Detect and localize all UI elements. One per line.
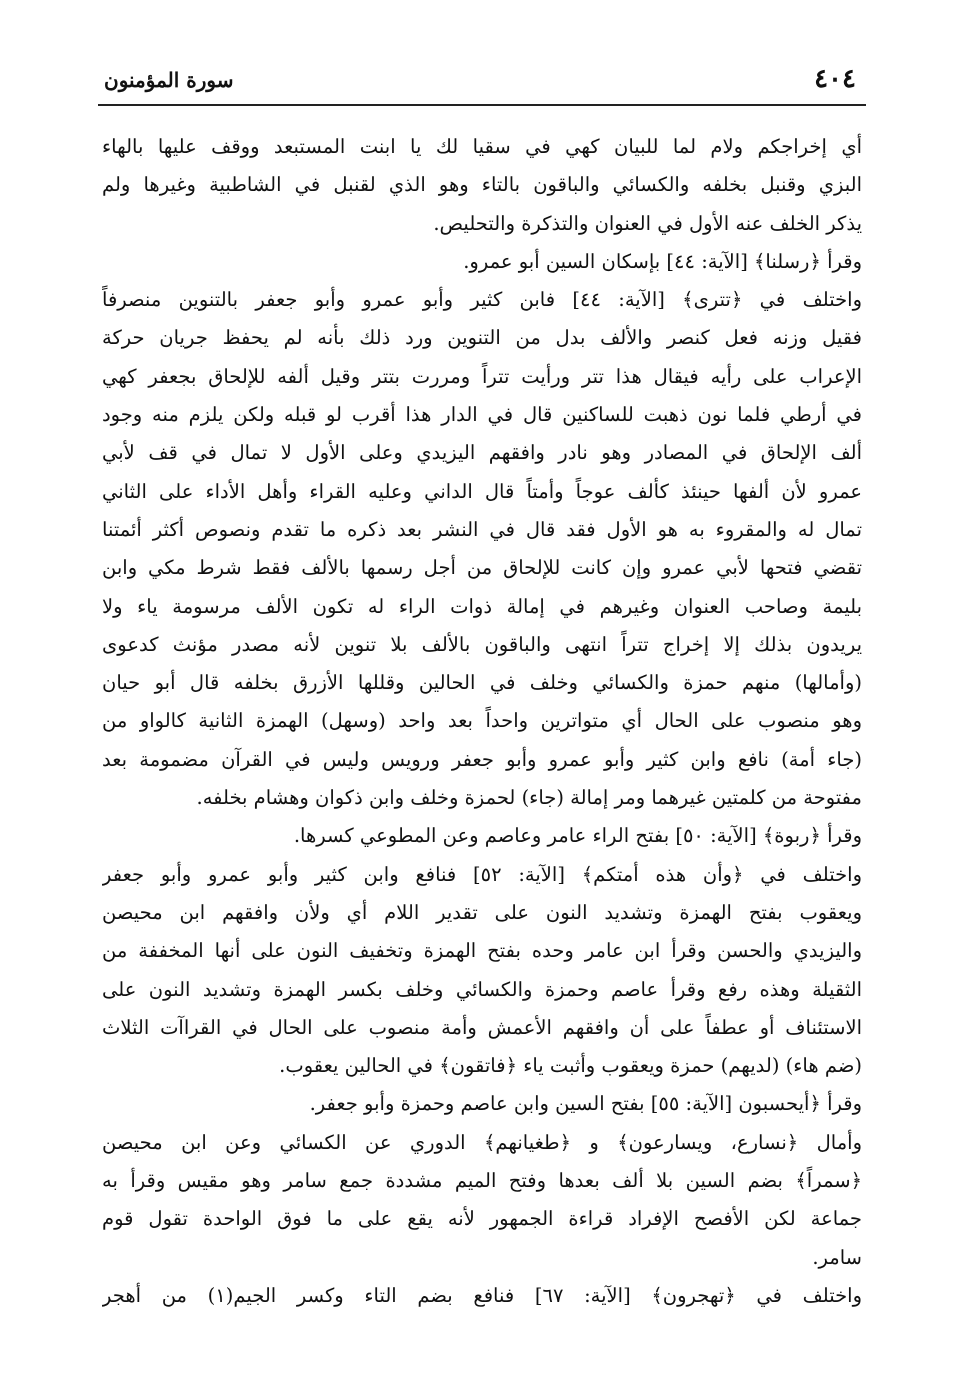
text-line: وقرأ ﴿أيحسبون [الآية: ٥٥] بفتح السين وابن عاصم وحمزة وأبو جعفر. — [309, 1092, 862, 1116]
page-body-text — [102, 128, 862, 1315]
text-line: فقيل وزنه فعل كنصر والألف بدل من التنوين ورد ذلك بأنه لم يحفظ جريان حركة — [102, 326, 862, 350]
text-line: يريدون بذلك إلا إخراج تتراً انتهى والباقون بالألف بلا تنوين لأنه مصدر مؤنث كدعوى — [102, 632, 862, 656]
text-line: وهو منصوب على الحال أي متواترين واحداً بعد واحد (وسهل) الهمزة الثانية كالواو من — [102, 709, 862, 733]
text-line: يذكر الخلف عنه الأول في العنوان والتذكرة والتحليص. — [433, 211, 862, 235]
text-line: عمرو لأن ألفها حينئذ كألف عوجاً وأمتاً قال الداني وعليه القراء وأهل الأداء على الثاني — [102, 479, 862, 503]
page-header — [98, 60, 866, 106]
surah-title: سورة المؤمنون — [104, 68, 234, 92]
text-line: جماعة لكن الأفصح الإفراد قراءة الجمهور لأنه يقع على ما فوق الواحدة تقول قوم — [102, 1207, 862, 1231]
text-line: وقرأ ﴿رسلنا﴾ [الآية: ٤٤] بإسكان السين أبو عمرو. — [463, 249, 862, 273]
text-line: (ضم هاء) (لديهم) حمزة ويعقوب وأثبت ياء ﴿فاتقون﴾ في الحالين يعقوب. — [279, 1054, 862, 1078]
text-line: البزي وقنبل بخلفه والكسائي والباقون بالتاء وهو الذي لقنبل في الشاطبية وغيرها ولم — [102, 173, 862, 197]
text-line: أي إخراجكم ولام لما للبيان كهي في سقيا لك يا ابنت المستبعد ووقف عليها بالهاء — [102, 135, 862, 158]
text-line: في أرطي فلما نون ذهبت للساكنين قال في الدار هذا أقرب لو قبله ولكن يلزم منه وجود — [102, 403, 862, 427]
text-line: تمال له والمقروء به هو الأول فقد قال في النشر بعد ذكره ما تقدم ونصوص أكثر أئمتنا — [102, 517, 862, 541]
text-line: واختلف في ﴿تهجرون﴾ [الآية: ٦٧] فنافع بضم التاء وكسر الجيم(١) من أهجر — [102, 1283, 862, 1307]
text-line: ويعقوب بفتح الهمزة وتشديد النون على تقدير اللام أي ولأن وافقهم ابن محيصن — [102, 900, 862, 924]
text-line: مفتوحة من كلمتين غيرهما ومر إمالة (جاء) لحمزة وخلف وابن ذكوان وهشام بخلفه. — [196, 786, 862, 810]
text-line: ﴿سمراً﴾ بضم السين بلا ألف بعدها وفتح الميم مشددة جمع سامر وهو مقيس وقرأ به — [102, 1169, 862, 1193]
text-line: واليزيدي والحسن وقرأ ابن عامر وحده بفتح الهمزة وتخفيف النون على أنها المخففة من — [102, 939, 862, 963]
text-line: وأمال ﴿نسارع، ويسارعون﴾ و ﴿طغيانهم﴾ الدوري عن الكسائي وعن ابن محيصن — [102, 1130, 862, 1154]
text-line: واختلف في ﴿وأن هذه أمتكم﴾ [الآية: ٥٢] فنافع وابن كثير وأبو عمرو وأبو جعفر — [102, 862, 862, 886]
text-line: واختلف في ﴿تترى﴾ [الآية: ٤٤] فابن كثير وأبو عمرو وأبو جعفر بالتنوين منصرفاً — [102, 288, 862, 312]
text-line: تقضي فتحها لأبي عمرو وإن كانت للإلحاق من أجل رسمها بالألف فقط شرط مكي وابن — [102, 556, 862, 580]
text-line: وقرأ ﴿ربوة﴾ [الآية: ٥٠] بفتح الراء عامر وعاصم وعن المطوعي كسرها. — [293, 824, 862, 848]
text-line: ألف الإلحاق في المصادر وهو نادر وافقهم اليزيدي وعلى الأول لا تمال في قف لأبي — [102, 441, 862, 465]
text-line: الثقيلة وهذه رفع وقرأ عاصم وحمزة والكسائي وخلف بكسر الهمزة وتشديد النون على — [102, 977, 862, 1001]
text-line: الإعراب على رأيه فيقال هذا تتر ورأيت تتراً ومررت بتتر وقيل ألفه للإلحاق بجعفر كهي — [102, 364, 862, 388]
text-line: بليمة وصاحب العنوان وغيرهم في إمالة ذوات الراء له تكون الألف مرسومة ياء ولا — [102, 594, 862, 618]
text-line: (وأمالها) منهم حمزة والكسائي وخلف في الحالين وقللها الأزرق بخلفه قال أبو حيان — [102, 671, 862, 695]
text-line: سامر. — [812, 1245, 862, 1269]
page-number: ٤٠٤ — [814, 64, 856, 94]
text-line: الاستئناف أو عطفاً على أن وافقهم الأعمش وأمة منصوب على الحال في القراآت الثلاث — [102, 1015, 862, 1039]
text-line: (جاء أمة) نافع وابن كثير وأبو عمرو وأبو جعفر ورويس وليس في القرآن مضمومة بعد — [102, 747, 862, 771]
